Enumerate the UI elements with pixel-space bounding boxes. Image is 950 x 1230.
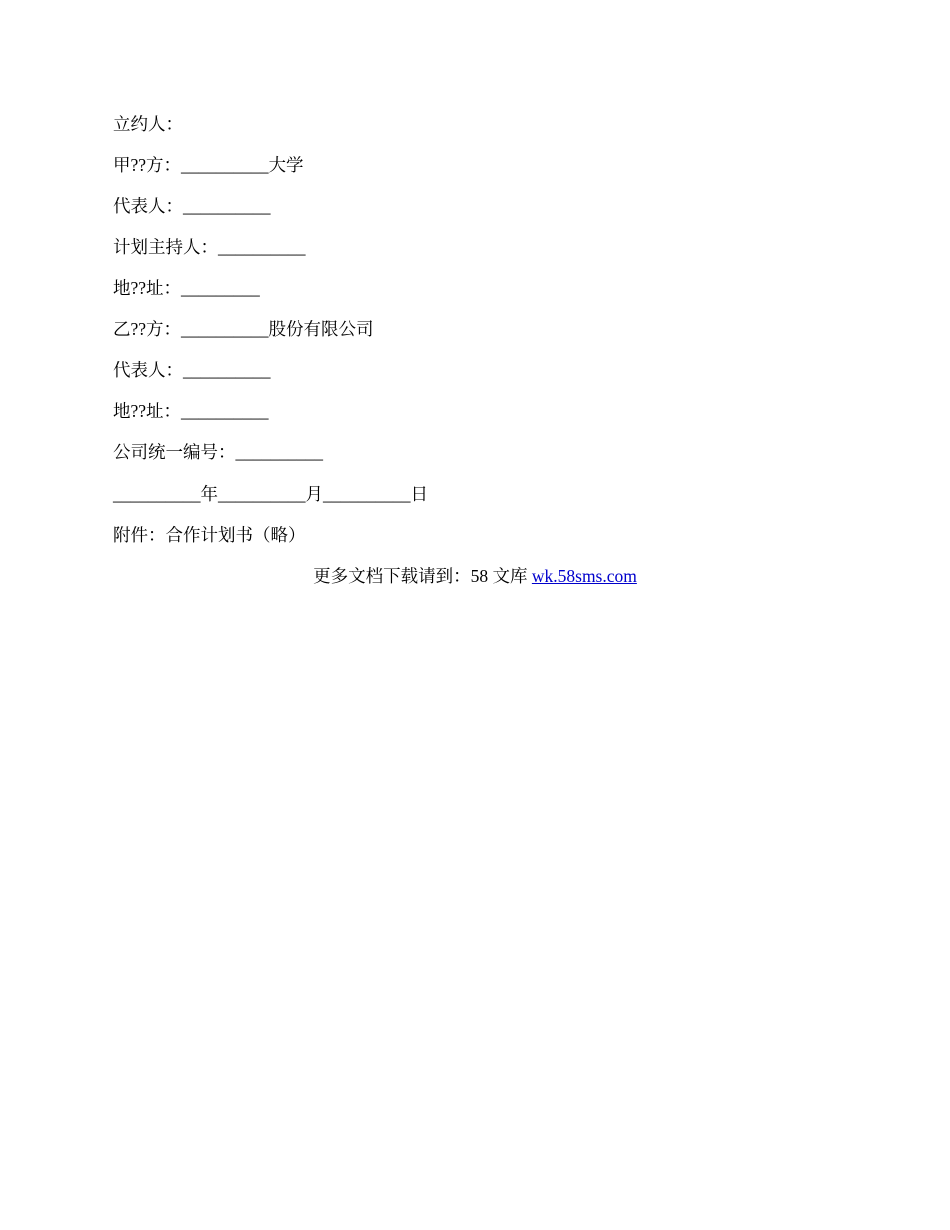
attachment-line: 附件：合作计划书（略） — [113, 525, 306, 545]
project-host-line: 计划主持人：__________ — [113, 237, 306, 257]
company-id-line: 公司统一编号：__________ — [113, 442, 323, 462]
date-line: __________年__________月__________日 — [113, 484, 428, 504]
party-b-line: 乙??方：__________股份有限公司 — [113, 319, 374, 339]
footer-link[interactable]: wk.58sms.com — [531, 566, 637, 586]
party-b-address-line: 地??址：__________ — [113, 401, 269, 421]
signatories-heading: 立约人： — [113, 114, 183, 134]
party-a-line: 甲??方：__________大学 — [113, 155, 304, 175]
download-footer — [0, 564, 950, 588]
footer-text: 更多文档下载请到：58 文库 — [313, 566, 532, 586]
party-a-address-line: 地??址：_________ — [113, 278, 260, 298]
party-a-representative-line: 代表人：__________ — [113, 196, 271, 216]
party-b-representative-line: 代表人：__________ — [113, 360, 271, 380]
